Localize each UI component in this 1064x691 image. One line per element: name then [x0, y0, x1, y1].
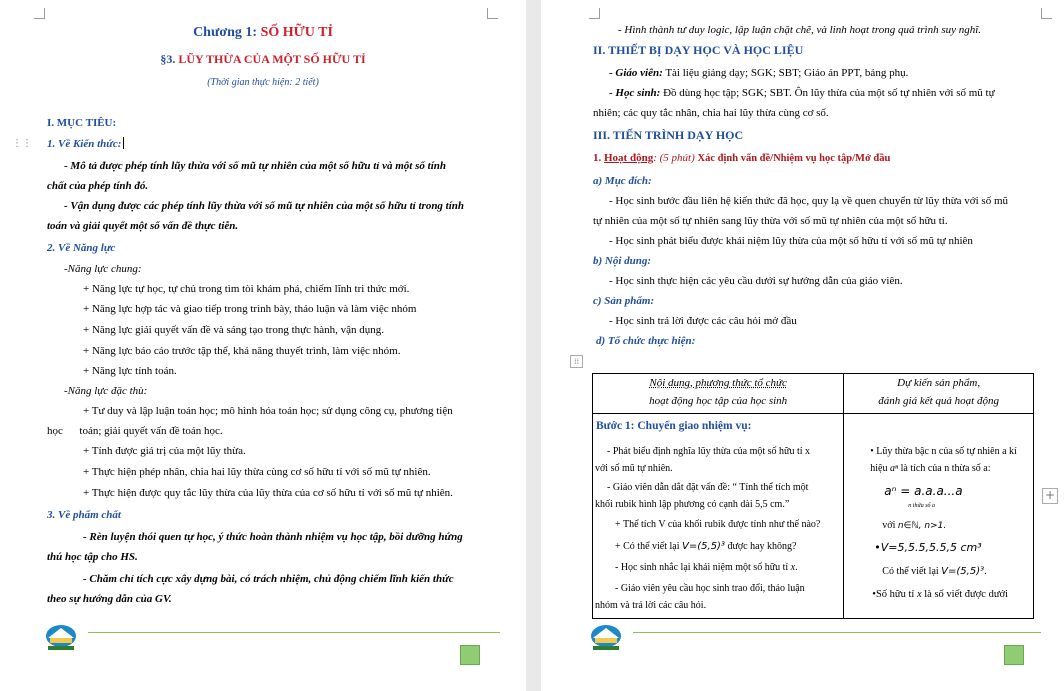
crop-mark: [34, 8, 45, 19]
footer-square: [460, 645, 480, 665]
table-text: + Có thể viết lại V=(5,5)³ được hay không?: [615, 541, 797, 552]
body-text: - Học sinh trả lời được các câu hỏi mở đầu: [609, 315, 797, 327]
table-header-cell: [844, 374, 1034, 414]
subheading-purpose: a) Mục đích:: [593, 175, 652, 187]
body-text: - Học sinh thực hiện các yêu cầu dưới sự hướng dẫn của giáo viên.: [609, 275, 903, 287]
step-heading: Bước 1: Chuyển giao nhiệm vụ:: [596, 420, 752, 432]
subheading-knowledge: 1. Về Kiến thức:: [47, 137, 124, 151]
body-text: - Học sinh phát biểu được khái niệm lũy thừa của một số hữu tỉ với số mũ tự nhiên: [609, 235, 973, 247]
table-header-row: [593, 374, 1034, 414]
body-text: - Hình thành tư duy logic, lập luận chặt chẽ, và linh hoạt trong quá trình suy nghĩ.: [618, 24, 982, 36]
subheading-content: b) Nội dung:: [593, 255, 652, 267]
header-text: hoạt động học tập của học sinh: [649, 395, 788, 407]
table-text: •Số hữu tỉ x là số viết được dưới: [872, 589, 1008, 600]
table-text: với số mũ tự nhiên.: [595, 463, 673, 474]
crop-mark: [589, 8, 600, 19]
document-page-2: [541, 0, 1064, 691]
formula: aⁿ = a.a.a...a: [884, 484, 963, 498]
body-text: nhiên; các quy tắc nhân, chia hai lũy thừa cùng cơ số.: [593, 107, 829, 119]
chapter-label: Chương 1:: [193, 25, 261, 40]
qualities-text: theo sự hướng dẫn của GV.: [47, 593, 172, 605]
knowledge-text: - Mô tả được phép tính lũy thừa với số mũ tự nhiên của một số hữu tỉ và một số tính: [64, 160, 446, 172]
table-text: - Giáo viên dẫn dắt đặt vấn đề: “ Tính thể tích một: [607, 482, 809, 493]
subheading-product: c) Sản phẩm:: [593, 295, 655, 307]
table-text: khối rubik hình lập phương có cạnh dài 5,5 cm.”: [595, 499, 790, 510]
header-text: Nội dung, phương thức tổ chức: [649, 377, 787, 389]
knowledge-text: - Vận dụng được các phép tính lũy thừa với số mũ tự nhiên của một số hữu tỉ trong tính: [64, 200, 465, 212]
table-row: [593, 414, 1034, 619]
list-item: + Tư duy và lập luận toán học; mô hình hóa toán học; sử dụng công cụ, phương tiện: [83, 405, 453, 417]
header-text: đánh giá kết quả hoạt động: [878, 395, 999, 407]
chapter-title: [0, 25, 526, 41]
body-text: - Học sinh bước đầu liên hệ kiến thức đã học, quy lạ về quen chuyển từ lũy thừa với số mũ: [609, 195, 1009, 207]
crop-mark: [487, 8, 498, 19]
list-item: + Năng lực giải quyết vấn đề và sáng tạo trong thực hành, vận dụng.: [83, 324, 384, 336]
table-text: với n∈ℕ, n>1.: [882, 520, 947, 531]
formula-caption: n thừa số a: [908, 503, 936, 509]
drag-handle-icon[interactable]: ⋮⋮: [12, 138, 32, 149]
table-move-handle-icon[interactable]: ⁞⁞: [570, 355, 583, 368]
table-cell-products: [844, 414, 1034, 619]
table-text: - Giáo viên yêu cầu học sinh trao đổi, thảo luận: [615, 583, 805, 594]
chapter-name: SỐ HỮU TỈ: [260, 25, 333, 40]
subheading-organization: d) Tổ chức thực hiện:: [596, 335, 696, 347]
section-heading-objectives: I. MỤC TIÊU:: [47, 117, 117, 129]
table-text: hiệu aⁿ là tích của n thừa số a:: [870, 463, 991, 474]
lesson-name: LŨY THỪA CỦA MỘT SỐ HỮU TỈ: [178, 52, 366, 66]
subheading-qualities: 3. Về phẩm chất: [47, 509, 121, 521]
table-text: Có thể viết lại V=(5,5)³.: [882, 566, 987, 577]
table-text: nhóm và trả lời các câu hỏi.: [595, 600, 707, 611]
list-item: + Năng lực tính toán.: [83, 365, 177, 377]
lesson-duration: (Thời gian thực hiện: 2 tiết): [207, 77, 319, 88]
footer-square: [1004, 645, 1024, 665]
table-text: + Thể tích V của khối rubik được tính như thế nào?: [615, 519, 821, 530]
qualities-text: thú học tập cho HS.: [47, 551, 138, 563]
section-heading-equipment: II. THIẾT BỊ DẠY HỌC VÀ HỌC LIỆU: [593, 43, 804, 57]
lesson-number: §3.: [160, 52, 179, 66]
school-logo: [589, 622, 623, 652]
body-text: tự nhiên của một số tự nhiên sang lũy thừa với số mũ tự nhiên của một số hữu tỉ.: [593, 215, 948, 227]
formula: •V=5,5.5,5.5,5 cm³: [874, 541, 982, 554]
footer-rule: [88, 632, 500, 633]
header-text: Dự kiến sản phẩm,: [897, 377, 981, 389]
add-row-button[interactable]: +: [1042, 488, 1058, 504]
teacher-materials: - Giáo viên: Tài liệu giảng dạy; SGK; SBT; Giáo án PPT, bảng phụ.: [609, 67, 909, 79]
student-materials: - Học sinh: Đồ dùng học tập; SGK; SBT. Ôn lũy thừa của một số tự nhiên với số mũ tự: [609, 87, 995, 99]
crop-mark: [1041, 8, 1052, 19]
table-header-cell: [593, 374, 844, 414]
lesson-title: [0, 52, 526, 66]
qualities-text: - Rèn luyện thói quen tự học, ý thức hoàn thành nhiệm vụ học tập, bồi dưỡng hứng: [83, 531, 463, 543]
list-item: + Năng lực báo cáo trước tập thể, khả năng thuyết trình, làm việc nhóm.: [83, 345, 401, 357]
table-text: - Phát biểu định nghĩa lũy thừa của một số hữu tỉ x: [607, 446, 811, 457]
list-item: + Năng lực tự học, tự chủ trong tìm tòi khám phá, chiếm lĩnh tri thức mới.: [83, 283, 410, 295]
list-item: + Năng lực hợp tác và giao tiếp trong trình bày, thảo luận và làm việc nhóm: [83, 303, 417, 315]
table-text: • Lũy thừa bậc n của số tự nhiên a kí: [870, 446, 1017, 457]
qualities-text: - Chăm chỉ tích cực xây dựng bài, có trách nhiệm, chủ động chiếm lĩnh kiến thức: [83, 573, 454, 585]
school-logo: [44, 622, 78, 652]
list-item: học toán; giải quyết vấn đề toán học.: [47, 425, 223, 437]
activity-table: [592, 373, 1034, 619]
document-page-1: [0, 0, 526, 691]
list-item: + Thực hiện phép nhân, chia hai lũy thừa cùng cơ số hữu tỉ với số mũ tự nhiên.: [83, 466, 431, 478]
text-cursor: [123, 137, 124, 149]
table-cell-activities: [593, 414, 844, 619]
knowledge-text: toán và giải quyết một số vấn đề thực tiễn.: [47, 220, 239, 232]
specific-competence-label: -Năng lực đặc thù:: [64, 385, 148, 397]
activity-heading: 1. Hoạt động: (5 phút) Xác định vấn đề/Nhiệm vụ học tập/Mở đầu: [593, 152, 891, 164]
table-text: - Học sinh nhắc lại khái niệm một số hữu tỉ x.: [615, 562, 798, 573]
subheading-competence: 2. Về Năng lực: [47, 242, 116, 254]
knowledge-text: chất của phép tính đó.: [47, 180, 149, 192]
section-heading-process: III. TIẾN TRÌNH DẠY HỌC: [593, 128, 744, 142]
list-item: + Thực hiện được quy tắc lũy thừa của lũy thừa của cơ số hữu tỉ với số mũ tự nhiên.: [83, 487, 453, 499]
footer-rule: [633, 632, 1041, 633]
list-item: + Tính được giá trị của một lũy thừa.: [83, 445, 246, 457]
general-competence-label: -Năng lực chung:: [64, 263, 142, 275]
